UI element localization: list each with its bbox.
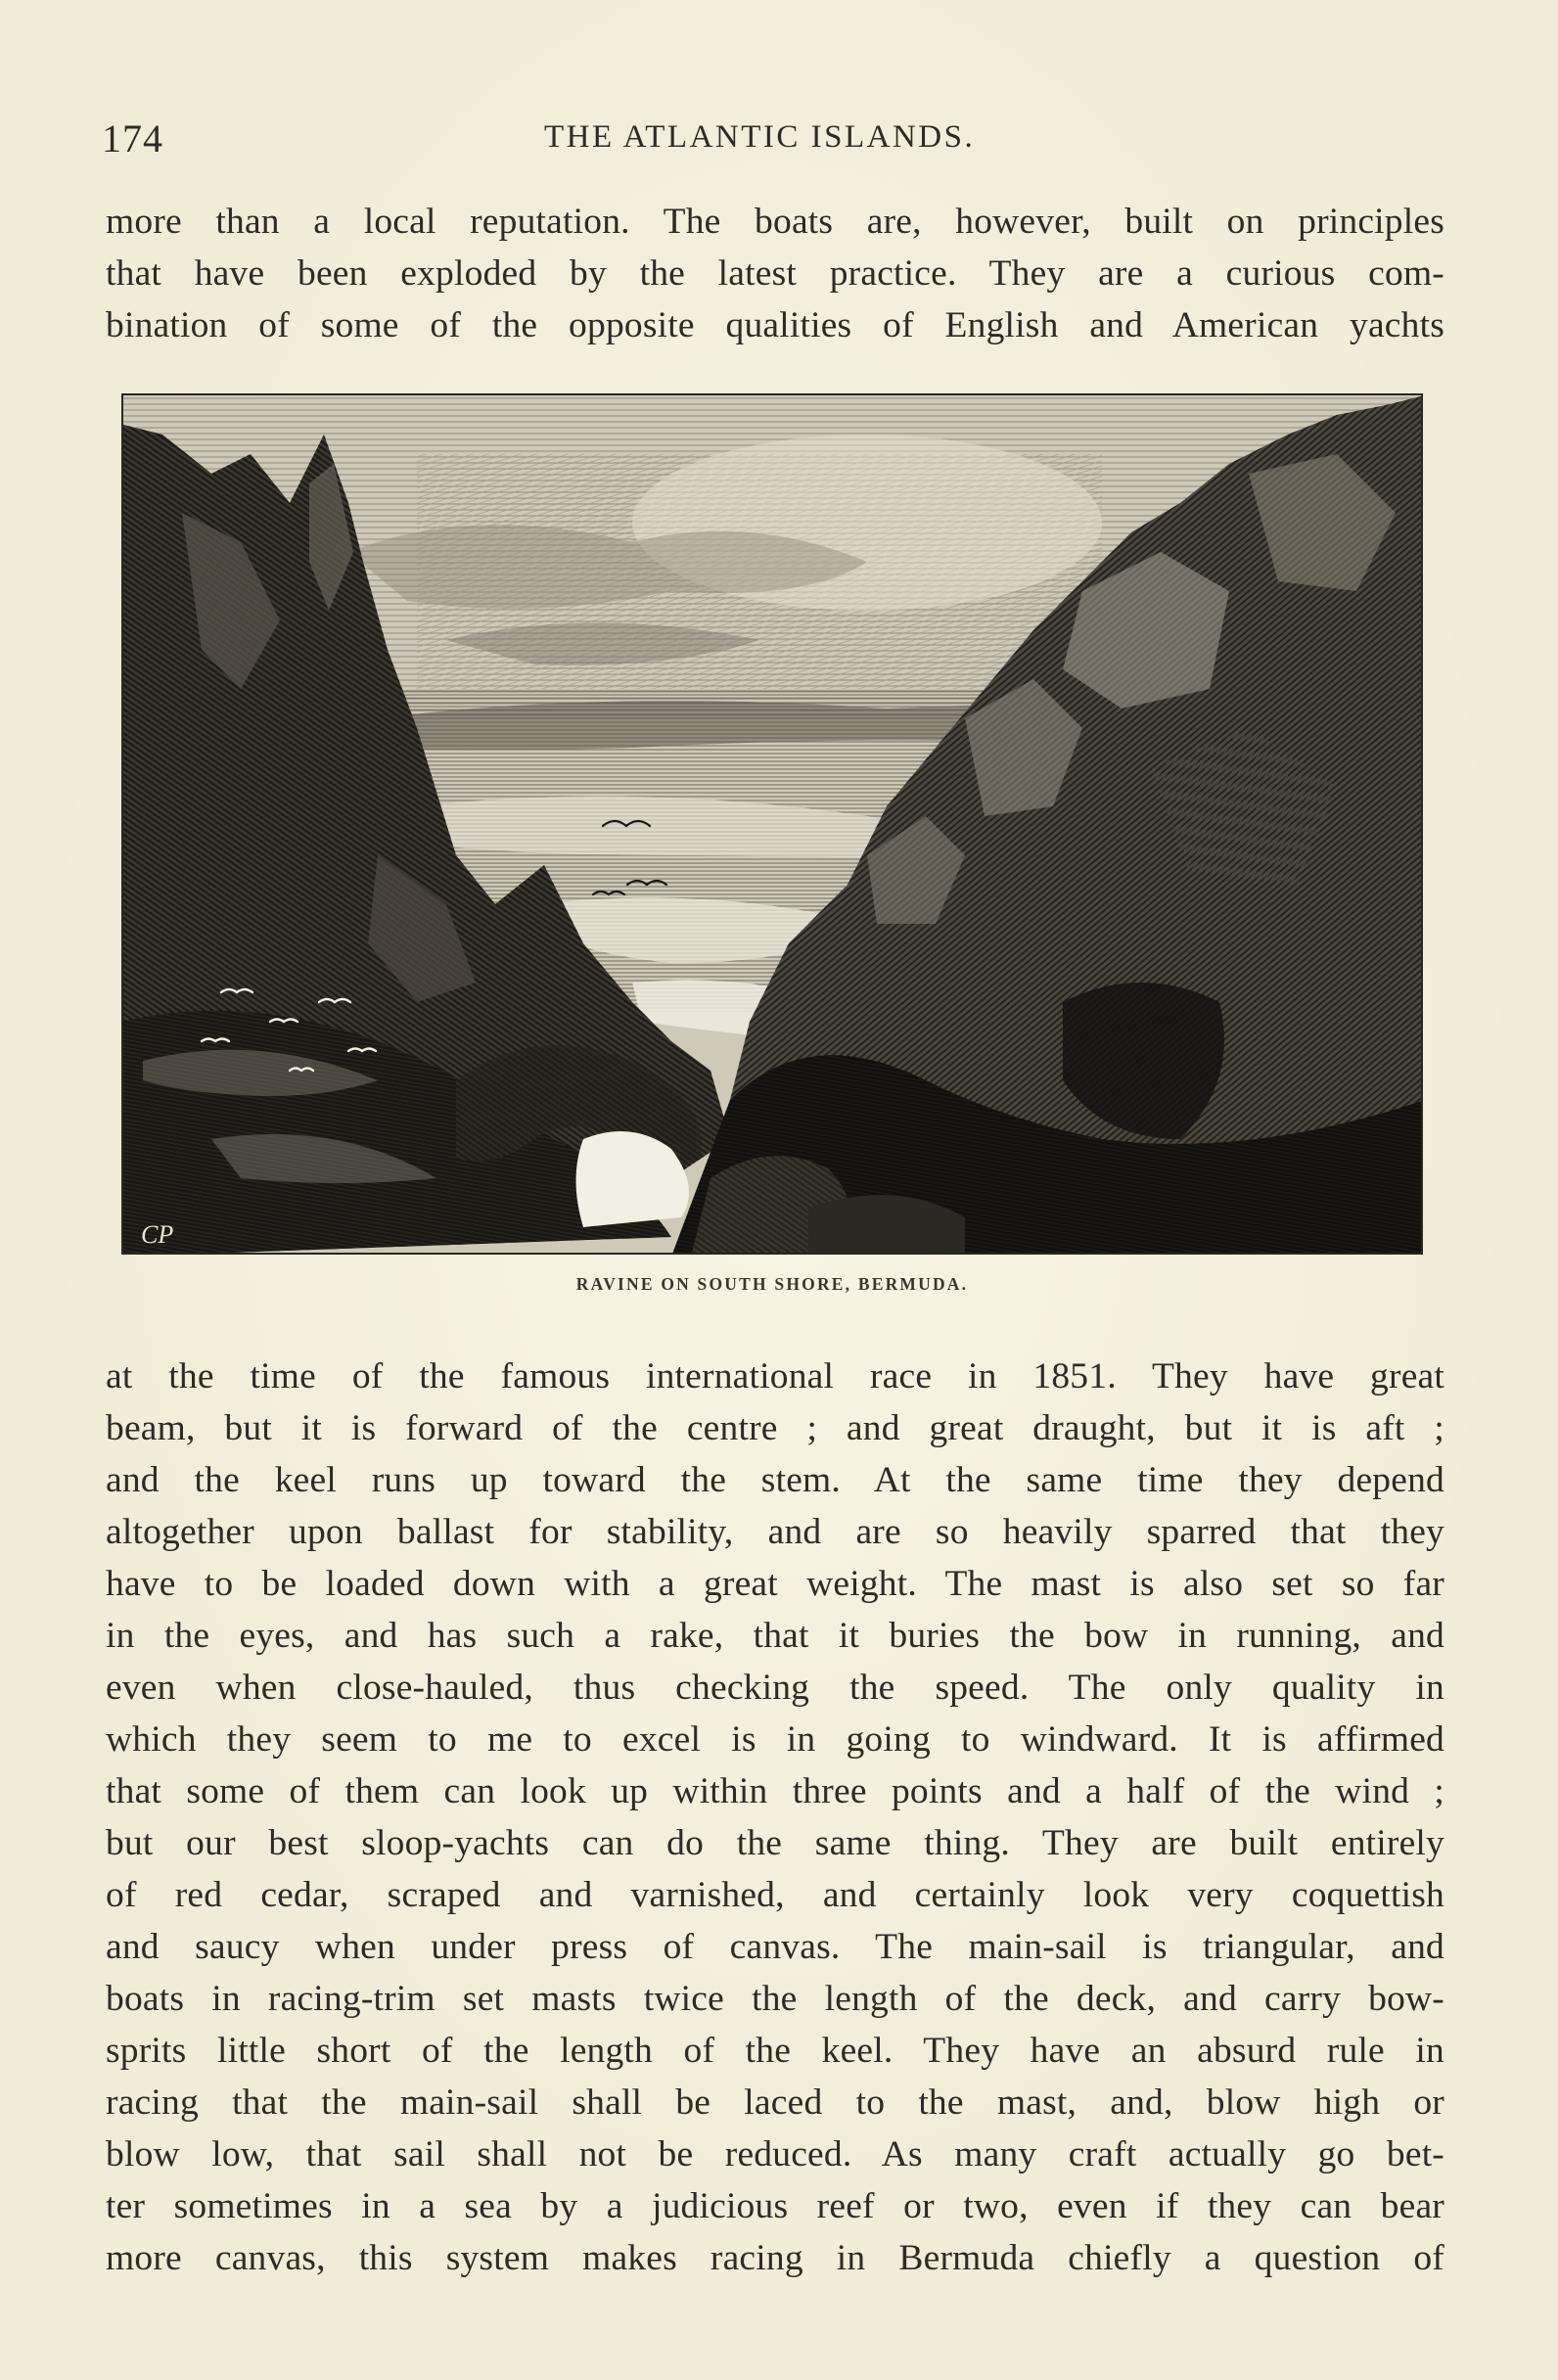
text-line: more than a local reputation. The boats are, however, built on principles: [106, 202, 1444, 242]
ravine-engraving: [121, 393, 1423, 1255]
running-title: THE ATLANTIC ISLANDS.: [544, 119, 976, 155]
figure-caption: RAVINE ON SOUTH SHORE, BERMUDA.: [575, 1274, 969, 1294]
text-line: ter sometimes in a sea by a judicious reef or two, even if they can bear: [106, 2186, 1444, 2226]
text-line: in the eyes, and has such a rake, that it buries the bow in running, and: [106, 1616, 1444, 1656]
text-line: and the keel runs up toward the stem. At the same time they depend: [106, 1460, 1444, 1500]
artist-monogram: CP: [141, 1220, 174, 1249]
text-line: racing that the main-sail shall be laced to the mast, and, blow high or: [106, 2082, 1444, 2123]
page-number: 174: [102, 116, 163, 160]
text-line: but our best sloop-yachts can do the same thing. They are built entirely: [106, 1823, 1444, 1863]
text-line: of red cedar, scraped and varnished, and certainly look very coquettish: [106, 1875, 1444, 1915]
figure: [121, 393, 1423, 1255]
text-line: at the time of the famous international race in 1851. They have great: [106, 1356, 1444, 1396]
text-line: and saucy when under press of canvas. The main-sail is triangular, and: [106, 1927, 1444, 1967]
text-line: blow low, that sail shall not be reduced. As many craft actually go bet-: [106, 2134, 1444, 2174]
running-head: [102, 115, 1443, 174]
text-line: that some of them can look up within three points and a half of the wind ;: [106, 1771, 1444, 1811]
text-line: more canvas, this system makes racing in Bermuda chiefly a question of: [106, 2238, 1444, 2278]
paragraph-top: [106, 196, 1444, 351]
text-line: that have been exploded by the latest practice. They are a curious com-: [106, 253, 1444, 294]
text-line: sprits little short of the length of the keel. They have an absurd rule in: [106, 2031, 1444, 2071]
ravine-illustration: [123, 395, 1423, 1255]
text-line: boats in racing-trim set masts twice the length of the deck, and carry bow-: [106, 1979, 1444, 2019]
text-line: beam, but it is forward of the centre ; and great draught, but it is aft ;: [106, 1408, 1444, 1448]
paragraph-bottom: [106, 1350, 1444, 2284]
text-line: even when close-hauled, thus checking the speed. The only quality in: [106, 1668, 1444, 1708]
text-line: bination of some of the opposite qualities of English and American yachts: [106, 305, 1444, 345]
text-line: altogether upon ballast for stability, and are so heavily sparred that they: [106, 1512, 1444, 1552]
text-line: have to be loaded down with a great weight. The mast is also set so far: [106, 1564, 1444, 1604]
text-line: which they seem to me to excel is in going to windward. It is affirmed: [106, 1719, 1444, 1760]
